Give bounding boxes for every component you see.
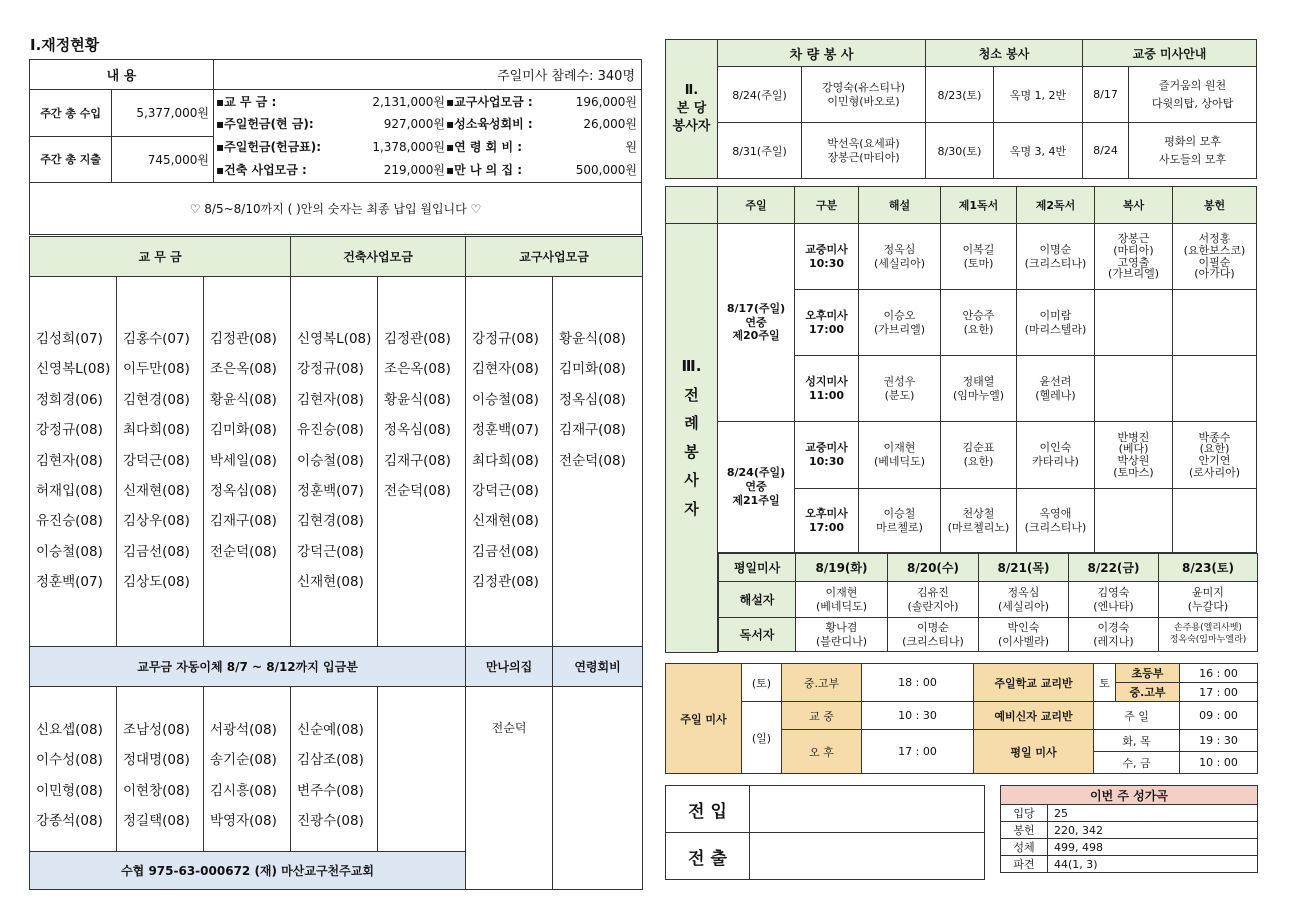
- weekly-expense: 745,000원: [112, 136, 214, 183]
- donor-name: 김홍수(07): [123, 331, 190, 347]
- donor-name: 강덕근(08): [297, 543, 364, 560]
- finance-notice: ♡ 8/5~8/10까지 ( )안의 숫자는 최종 납입 월입니다 ♡: [30, 183, 642, 235]
- volunteers-section-label: Ⅱ. 본 당 봉사자: [666, 40, 718, 179]
- reader1: 안승주 (요한): [941, 290, 1017, 356]
- donor-name: 허재입(08): [36, 483, 103, 500]
- donor-name: 박세일(08): [210, 452, 277, 469]
- header-diocese: 교구사업모금: [466, 237, 643, 277]
- offering: 박종수 (요한) 안기연 (로사리아): [1173, 422, 1257, 489]
- hymn-value: 220, 342: [1048, 822, 1258, 839]
- donor-name: 박영자(08): [210, 813, 277, 830]
- info-date: 8/17: [1083, 67, 1129, 123]
- weekday-commentator: 김유진 (솔란지아): [888, 582, 979, 618]
- donor-name: 정길택(08): [123, 813, 190, 830]
- header-type: 구분: [795, 187, 859, 224]
- header-offering: 봉헌: [1173, 187, 1257, 224]
- donor-name: 이현창(08): [123, 782, 190, 799]
- donor-name: 황윤식(08): [559, 331, 626, 347]
- donor-name: 조남성(08): [123, 722, 190, 738]
- commentator: 이승철 마르첼로): [859, 489, 941, 553]
- cleaning-header: 청소 봉사: [926, 40, 1083, 67]
- reader1: 천상철 (마르첼리노): [941, 489, 1017, 553]
- schedule-name: 중.고부: [782, 664, 862, 702]
- weekday-label: 평일미사: [719, 554, 796, 582]
- weekday-mass-label: 평일 미사: [974, 730, 1094, 774]
- donor-name: 강정규(08): [472, 331, 539, 347]
- sunday-label: 8/17(주일) 연중 제20주일: [718, 224, 795, 422]
- donor-name: 최다희(08): [472, 452, 539, 469]
- auto-transfer-list: [30, 687, 117, 852]
- weekday-reader: 이명순 (크리스티나): [888, 618, 979, 652]
- hymn-label: 성체: [1001, 839, 1048, 856]
- info-date: 8/24: [1083, 123, 1129, 179]
- item-amount: 1,378,000원: [372, 140, 445, 154]
- commentator-label: 해설자: [719, 582, 796, 618]
- mass-type: 오후미사 17:00: [795, 290, 859, 356]
- item-amount: 196,000원: [575, 95, 637, 109]
- donor-name: 신재현(08): [123, 483, 190, 500]
- mass-schedule-table: [665, 663, 1258, 774]
- finance-summary-table: [29, 59, 642, 235]
- donor-name: 신영복L(08): [297, 331, 372, 347]
- header-sunday: 주일: [718, 187, 795, 224]
- reader1: 정태열 (임마누엘): [941, 356, 1017, 422]
- tue-thu-time: 19 : 30: [1180, 730, 1258, 752]
- item-label: ▪교구사업모금 :: [446, 95, 533, 109]
- wed-fri-time: 10 : 00: [1180, 752, 1258, 774]
- volunteers-table: [665, 39, 1257, 179]
- commentator: 정옥심 (세실리아): [859, 224, 941, 290]
- wed-fri-label: 수, 금: [1094, 752, 1180, 774]
- reader1: 김순표 (요한): [941, 422, 1017, 489]
- hymn-value: 44(1, 3): [1048, 856, 1258, 873]
- donor-name: 황윤식(08): [384, 391, 451, 408]
- weekday-commentator: 정옥심 (세실리아): [979, 582, 1069, 618]
- donor-name: 정희경(06): [36, 391, 103, 408]
- yeonryeong-header: 연령회비: [553, 647, 643, 687]
- donor-name: 김재구(08): [210, 513, 277, 530]
- mass-type: 오후미사 17:00: [795, 489, 859, 553]
- weekly-income: 5,377,000원: [112, 90, 214, 137]
- donor-list: [466, 277, 553, 647]
- item-amount: 500,000원: [575, 163, 637, 177]
- donor-name: 정훈백(07): [472, 422, 539, 439]
- donor-name: 조은옥(08): [384, 361, 451, 378]
- hymn-value: 499, 498: [1048, 839, 1258, 856]
- clean-date: 8/23(토): [926, 67, 994, 123]
- donor-name: 김금선(08): [472, 543, 539, 560]
- hymn-label: 봉헌: [1001, 822, 1048, 839]
- altar-server: 반병진 (베다) 박상원 (토마스): [1095, 422, 1173, 489]
- mass-type: 교중미사 10:30: [795, 422, 859, 489]
- altar-server: [1095, 290, 1173, 356]
- donor-name: 김정관(08): [384, 331, 451, 347]
- schedule-time: 18 : 00: [862, 664, 974, 702]
- donor-name: 김현자(08): [36, 452, 103, 469]
- donor-name: 이승철(08): [297, 452, 364, 469]
- item-amount: 26,000원: [583, 117, 637, 131]
- reader-label: 독서자: [719, 618, 796, 652]
- donor-list: [553, 277, 643, 647]
- donor-name: 황윤식(08): [210, 391, 277, 408]
- transfer-out-label: 전 출: [666, 833, 750, 880]
- section1-title: Ⅰ.재정현황: [30, 36, 100, 54]
- donor-name: 김현경(08): [123, 391, 190, 408]
- sat-short-label: 토: [1094, 664, 1116, 702]
- donor-name: 김정관(08): [472, 574, 539, 591]
- donor-name: 강덕근(08): [123, 452, 190, 469]
- sun-label: (일): [742, 702, 782, 774]
- tue-thu-label: 화, 목: [1094, 730, 1180, 752]
- middle-high-time: 17 : 00: [1180, 683, 1258, 702]
- donor-name: 정옥심(08): [210, 483, 277, 500]
- donor-name: 유진승(08): [36, 513, 103, 530]
- weekday-reader: 박인숙 (이사벨라): [979, 618, 1069, 652]
- donor-name: 정옥심(08): [559, 391, 626, 408]
- header-gyomu: 교 무 금: [30, 237, 291, 277]
- commentator: 이재현 (베네딕도): [859, 422, 941, 489]
- donor-list: [30, 277, 117, 647]
- donor-name: 정훈백(07): [36, 574, 103, 591]
- weekday-reader: 이경숙 (레지나): [1069, 618, 1159, 652]
- donor-name: 강종석(08): [36, 813, 103, 830]
- altar-server: [1095, 489, 1173, 553]
- item-label: ▪주일헌금(헌금표):: [216, 140, 322, 154]
- donor-name: 진광수(08): [297, 813, 364, 830]
- donor-name: 김금선(08): [123, 543, 190, 560]
- item-label: ▪성소육성회비 :: [446, 117, 533, 131]
- donor-name: 김재구(08): [384, 452, 451, 469]
- donor-name: 전순덕(08): [384, 483, 451, 500]
- donor-name: 이민형(08): [36, 782, 103, 799]
- transfer-out-value: [750, 833, 985, 880]
- commentator: 이승오 (가브리엘): [859, 290, 941, 356]
- clean-group: 옥명 3, 4반: [994, 123, 1083, 179]
- middle-high-label: 중.고부: [1116, 683, 1180, 702]
- donor-name: 강정규(08): [36, 422, 103, 439]
- auto-transfer-list: [291, 687, 378, 852]
- altar-server: 장봉근 (마티아) 고영출 (가브리엘): [1095, 224, 1173, 290]
- sunday-school-label: 주일학교 교리반: [974, 664, 1094, 702]
- manna-header: 만나의집: [466, 647, 553, 687]
- reader2: 이명순 (크리스티나): [1017, 224, 1095, 290]
- weekday-reader: 손주용(엘리사벳) 정옥숙(임마누엘라): [1159, 618, 1258, 652]
- donor-list: [204, 277, 291, 647]
- item-amount: 2,131,000원: [372, 95, 445, 109]
- content-label: 내 용: [30, 60, 214, 90]
- vehicle-drivers: 박선옥(요세파) 장봉근(마티아): [802, 123, 926, 179]
- item-label: ▪교 무 금 :: [216, 95, 277, 109]
- donor-name: 김재구(08): [559, 422, 626, 439]
- reader2: 윤선려 (헬레나): [1017, 356, 1095, 422]
- donor-list: [117, 277, 204, 647]
- weekday-date: 8/21(목): [979, 554, 1069, 582]
- donor-name: 서광석(08): [210, 722, 277, 738]
- weekly-income-label: 주간 총 수입: [30, 90, 112, 137]
- info-names: 즐거움의 원천 다윗의탑, 상아탑: [1129, 67, 1257, 123]
- item-amount: 원: [625, 140, 637, 154]
- item-label: ▪만 나 의 집 :: [446, 163, 523, 177]
- weekday-date: 8/19(화): [796, 554, 888, 582]
- donor-name: 이승철(08): [36, 543, 103, 560]
- reader2: 이인숙 카타리나): [1017, 422, 1095, 489]
- transfer-in-label: 전 입: [666, 786, 750, 833]
- weekday-date: 8/20(수): [888, 554, 979, 582]
- manna-name: 전순덕: [466, 687, 553, 890]
- transfer-in-value: [750, 786, 985, 833]
- donor-name: 신순예(08): [297, 722, 364, 738]
- donor-name: 김성희(07): [36, 331, 103, 347]
- bank-account: 수협 975-63-000672 (재) 마산교구천주교회: [30, 852, 466, 890]
- hymns-table: [1000, 785, 1258, 873]
- reader2: 옥영애 (크리스티나): [1017, 489, 1095, 553]
- schedule-time: 10 : 30: [862, 702, 974, 730]
- mass-type: 교중미사 10:30: [795, 224, 859, 290]
- vehicle-drivers: 강영숙(유스티나) 이민형(바오로): [802, 67, 926, 123]
- hymn-label: 입당: [1001, 805, 1048, 822]
- sunday-label: 8/24(주일) 연중 제21주일: [718, 422, 795, 553]
- weekday-table: [718, 553, 1258, 652]
- weekday-commentator: 이재현 (베네딕도): [796, 582, 888, 618]
- donor-name: 강덕근(08): [472, 483, 539, 500]
- donor-name: 변주수(08): [297, 782, 364, 799]
- weekday-commentator: 김영숙 (엔나타): [1069, 582, 1159, 618]
- donor-name: 조은옥(08): [210, 361, 277, 378]
- sat-label: (토): [742, 664, 782, 702]
- donor-name: 김현경(08): [297, 513, 364, 530]
- item-amount: 219,000원: [383, 163, 445, 177]
- donor-name: 신영복L(08): [36, 361, 111, 378]
- info-names: 평화의 모후 사도들의 모후: [1129, 123, 1257, 179]
- item-label: ▪연 령 회 비 :: [446, 140, 523, 154]
- auto-transfer-header: 교무금 자동이체 8/7 ~ 8/12까지 입금분: [30, 647, 466, 687]
- donor-name: 김시흥(08): [210, 782, 277, 799]
- donor-name: 김상우(08): [123, 513, 190, 530]
- header-reading1: 제1독서: [941, 187, 1017, 224]
- donor-name: 유진승(08): [297, 422, 364, 439]
- vehicle-date: 8/24(주일): [718, 67, 802, 123]
- catechumen-day: 주 일: [1094, 702, 1180, 730]
- header-reading2: 제2독서: [1017, 187, 1095, 224]
- offering: [1173, 489, 1257, 553]
- catechumen-time: 09 : 00: [1180, 702, 1258, 730]
- donor-name: 김삼조(08): [297, 752, 364, 769]
- offering: [1173, 356, 1257, 422]
- donor-list: [291, 277, 378, 647]
- donor-name: 정훈백(07): [297, 483, 364, 500]
- reader1: 이복길 (토마): [941, 224, 1017, 290]
- donor-name: 정옥심(08): [384, 422, 451, 439]
- mass-info-header: 교중 미사안내: [1083, 40, 1257, 67]
- donor-name: 신재현(08): [472, 513, 539, 530]
- reader2: 이미람 (마리스텔라): [1017, 290, 1095, 356]
- sunday-mass-label: 주일 미사: [666, 664, 742, 774]
- attendance: 주일미사 참례수: 340명: [214, 60, 642, 90]
- hymns-title: 이번 주 성가곡: [1001, 786, 1258, 805]
- clean-date: 8/30(토): [926, 123, 994, 179]
- weekday-date: 8/22(금): [1069, 554, 1159, 582]
- clean-group: 옥명 1, 2반: [994, 67, 1083, 123]
- header-commentary: 해설: [859, 187, 941, 224]
- donor-name: 전순덕(08): [559, 452, 626, 469]
- donor-name: 김정관(08): [210, 331, 277, 347]
- donor-name: 김미화(08): [559, 361, 626, 378]
- schedule-name: 교 중: [782, 702, 862, 730]
- vehicle-date: 8/31(주일): [718, 123, 802, 179]
- donor-name: 김미화(08): [210, 422, 277, 439]
- commentator: 권성우 (분도): [859, 356, 941, 422]
- donor-name: 송기순(08): [210, 752, 277, 769]
- donor-name: 최다희(08): [123, 422, 190, 439]
- schedule-name: 오 후: [782, 730, 862, 774]
- weekly-expense-label: 주간 총 지출: [30, 136, 112, 183]
- hymn-value: 25: [1048, 805, 1258, 822]
- item-amount: 927,000원: [383, 117, 445, 131]
- liturgy-table: [665, 186, 1257, 653]
- finance-items: [214, 90, 642, 183]
- offering: 서정홍 (요한보스코) 이필순 (아가다): [1173, 224, 1257, 290]
- donor-name: 전순덕(08): [210, 543, 277, 560]
- auto-transfer-list: [204, 687, 291, 852]
- donor-name: 이두만(08): [123, 361, 190, 378]
- donor-list: [378, 277, 466, 647]
- vehicle-header: 차 량 봉 사: [718, 40, 926, 67]
- donations-table: [29, 236, 643, 890]
- item-label: ▪주일헌금(현 금):: [216, 117, 314, 131]
- donor-name: 김현자(08): [472, 361, 539, 378]
- altar-server: [1095, 356, 1173, 422]
- auto-transfer-list: [117, 687, 204, 852]
- header-altar: 복사: [1095, 187, 1173, 224]
- elementary-time: 16 : 00: [1180, 664, 1258, 683]
- transfer-table: [665, 785, 985, 880]
- schedule-time: 17 : 00: [862, 730, 974, 774]
- donor-name: 신재현(08): [297, 574, 364, 591]
- offering: [1173, 290, 1257, 356]
- weekday-reader: 황나겸 (블란디나): [796, 618, 888, 652]
- liturgy-section-label: Ⅲ. 전 례 봉 사 자: [666, 224, 718, 653]
- donor-name: 신요셉(08): [36, 722, 103, 738]
- donor-name: 이승철(08): [472, 391, 539, 408]
- donor-name: 이수성(08): [36, 752, 103, 769]
- donor-name: 정대명(08): [123, 752, 190, 769]
- catechumen-label: 예비신자 교리반: [974, 702, 1094, 730]
- donor-name: 김상도(08): [123, 574, 190, 591]
- weekday-date: 8/23(토): [1159, 554, 1258, 582]
- elementary-label: 초등부: [1116, 664, 1180, 683]
- donor-name: 강정규(08): [297, 361, 364, 378]
- donor-name: 김현자(08): [297, 391, 364, 408]
- header-building: 건축사업모금: [291, 237, 466, 277]
- item-label: ▪건축 사업모금 :: [216, 163, 307, 177]
- mass-type: 성지미사 11:00: [795, 356, 859, 422]
- weekday-commentator: 윤미지 (누갈다): [1159, 582, 1258, 618]
- hymn-label: 파견: [1001, 856, 1048, 873]
